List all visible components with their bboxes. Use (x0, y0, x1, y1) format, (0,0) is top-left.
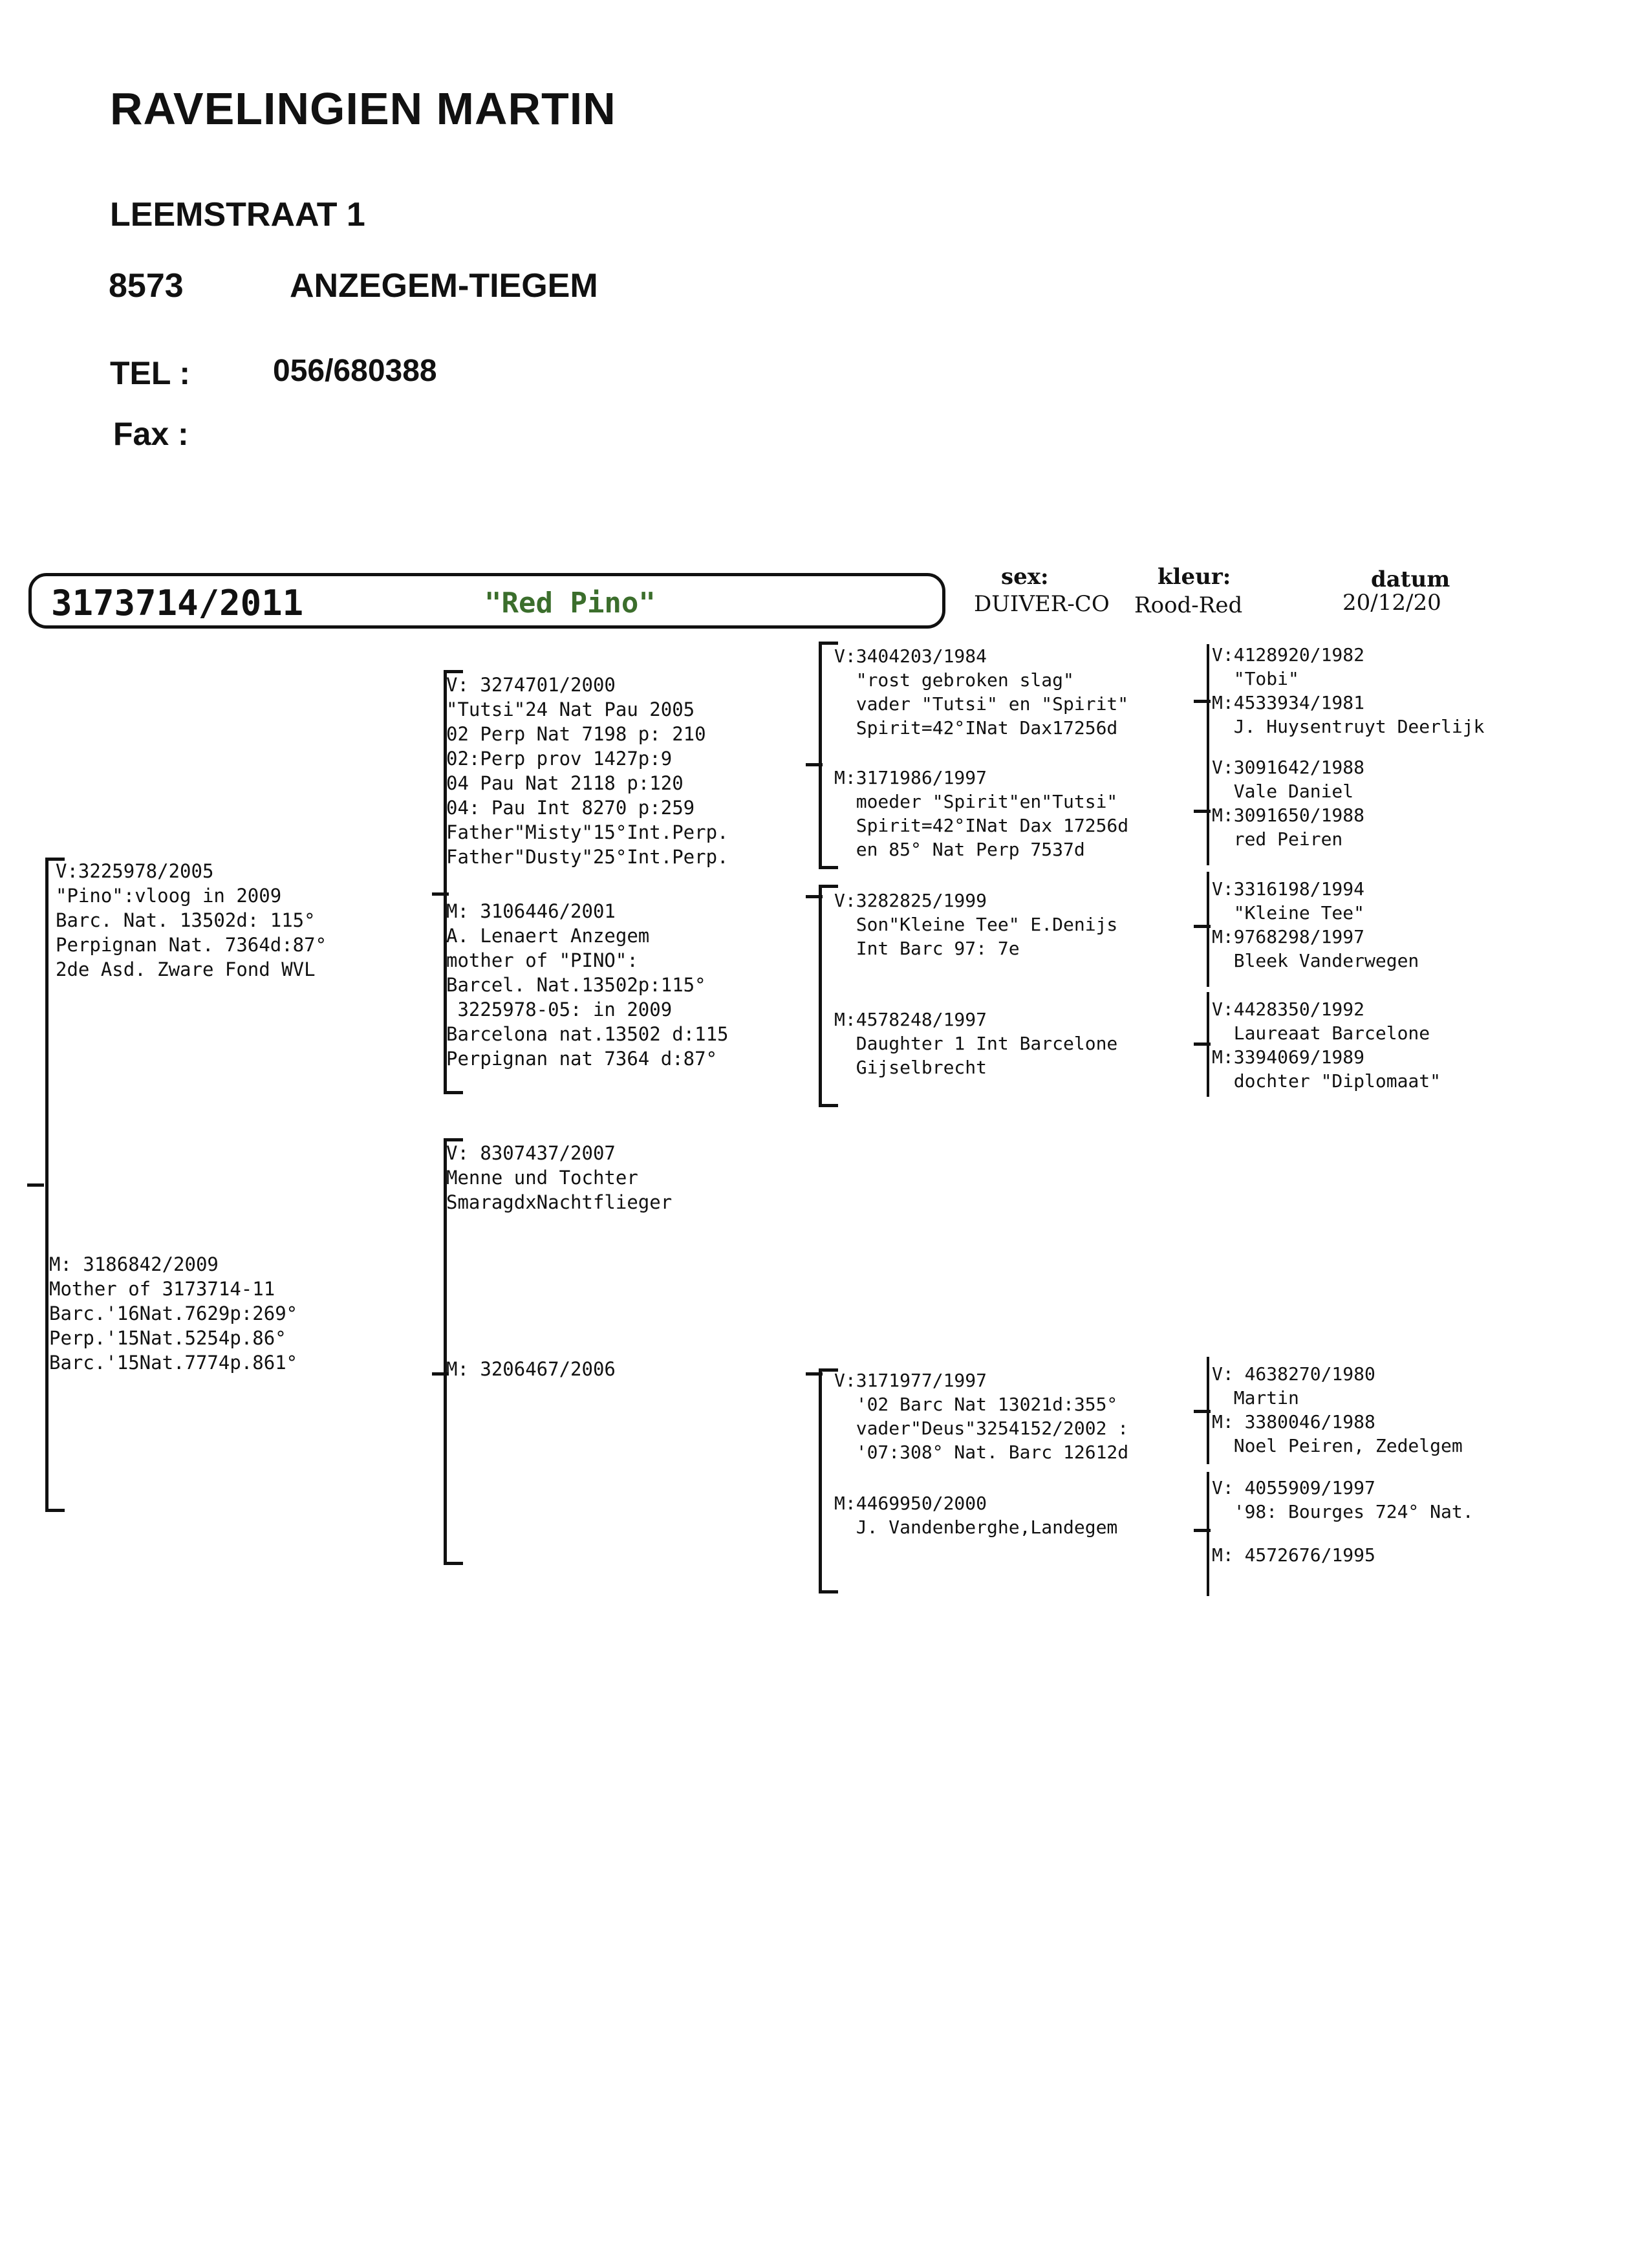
pedigree-line: M:4469950/2000 (834, 1493, 987, 1514)
pedigree-line: vader "Tutsi" en "Spirit" (834, 693, 1129, 715)
pedigree-line: 04 Pau Nat 2118 p:120 (446, 772, 684, 794)
pigeon-name: "Red Pino" (484, 587, 656, 620)
pedigree-line: V:3282825/1999 (834, 890, 987, 911)
bracket-tick-gen1 (27, 1183, 44, 1187)
pedigree-g3-1 (834, 644, 1128, 740)
pedigree-line: Barc.'15Nat.7774p.861° (49, 1352, 298, 1374)
pedigree-line: Perpignan Nat. 7364d:87° (56, 934, 327, 956)
pedigree-line: 2de Asd. Zware Fond WVL (56, 958, 316, 980)
bracket-tick-gen2-sire (432, 892, 449, 896)
pedigree-line: M:3394069/1989 (1212, 1046, 1365, 1068)
pedigree-line: moeder "Spirit"en"Tutsi" (834, 791, 1118, 812)
pedigree-line: M: 3106446/2001 (446, 900, 616, 922)
pedigree-line: "Pino":vloog in 2009 (56, 885, 282, 907)
pedigree-line: Son"Kleine Tee" E.Denijs (834, 914, 1118, 935)
sex-value: DUIVER-CO (974, 591, 1110, 617)
pedigree-line: M:3171986/1997 (834, 767, 987, 788)
pedigree-line: Father"Misty"15°Int.Perp. (446, 821, 729, 843)
pedigree-line: Barc.'16Nat.7629p:269° (49, 1302, 298, 1324)
pedigree-g4-2 (1212, 755, 1364, 851)
fax-label: Fax : (113, 416, 189, 452)
pedigree-line: V: 3274701/2000 (446, 674, 616, 696)
pedigree-line: Barcelona nat.13502 d:115 (446, 1023, 729, 1045)
pedigree-line: "Kleine Tee" (1212, 902, 1365, 923)
ring-number: 3173714/2011 (51, 583, 304, 623)
bracket-gen4-6 (1207, 1472, 1209, 1596)
pedigree-line: V:4428350/1992 (1212, 999, 1365, 1020)
pedigree-line: M:3091650/1988 (1212, 805, 1365, 826)
bracket-tick-gen4-3 (1194, 925, 1211, 928)
pedigree-line: mother of "PINO": (446, 949, 638, 971)
pedigree-line: Mother of 3173714-11 (49, 1278, 275, 1300)
pedigree-line: M: 3380046/1988 (1212, 1411, 1375, 1432)
pedigree-line: "Tobi" (1212, 668, 1299, 689)
date-value: 20/12/20 (1342, 590, 1441, 616)
bracket-gen4-3 (1207, 872, 1209, 987)
pedigree-line: Spirit=42°INat Dax17256d (834, 717, 1118, 739)
pedigree-line: Martin (1212, 1387, 1299, 1409)
color-label: kleur: (1158, 564, 1231, 590)
pedigree-g3-6 (834, 1491, 1117, 1539)
pedigree-sire (56, 859, 327, 982)
pedigree-line: Perpignan nat 7364 d:87° (446, 1048, 718, 1070)
owner-street: LEEMSTRAAT 1 (110, 196, 365, 233)
pedigree-g3-5 (834, 1368, 1128, 1464)
pedigree-g3-3 (834, 889, 1117, 960)
pedigree-line: M:4533934/1981 (1212, 692, 1365, 713)
sex-label: sex: (1001, 564, 1049, 590)
pedigree-line: SmaragdxNachtflieger (446, 1191, 673, 1213)
pedigree-line: V:4128920/1982 (1212, 644, 1365, 665)
pedigree-line: 02:Perp prov 1427p:9 (446, 748, 673, 770)
pedigree-line: Barc. Nat. 13502d: 115° (56, 909, 316, 931)
pedigree-line: 3225978-05: in 2009 (446, 999, 673, 1021)
bracket-tick-gen4-4 (1194, 1042, 1211, 1046)
pedigree-line: Int Barc 97: 7e (834, 938, 1020, 959)
pedigree-g4-3 (1212, 877, 1419, 973)
pedigree-line: en 85° Nat Perp 7537d (834, 839, 1085, 860)
pigeon-id-box (28, 573, 945, 629)
pedigree-line: Spirit=42°INat Dax 17256d (834, 815, 1129, 836)
pedigree-g4-5 (1212, 1362, 1463, 1458)
pedigree-line: V:3225978/2005 (56, 860, 214, 882)
bracket-tick-gen4-5 (1194, 1410, 1211, 1413)
bracket-tick-gen3-2 (806, 895, 823, 898)
pedigree-line: V:3171977/1997 (834, 1370, 987, 1391)
bracket-tick-gen4-2 (1194, 810, 1211, 813)
pedigree-line: Bleek Vanderwegen (1212, 950, 1419, 971)
bracket-tick-gen4-1 (1194, 700, 1211, 703)
pedigree-line: Perp.'15Nat.5254p.86° (49, 1327, 286, 1349)
pedigree-line: '07:308° Nat. Barc 12612d (834, 1442, 1129, 1463)
pedigree-line: V:3316198/1994 (1212, 878, 1365, 900)
tel-number: 056/680388 (273, 354, 437, 388)
pedigree-line: V: 8307437/2007 (446, 1142, 616, 1164)
pedigree-line: Vale Daniel (1212, 781, 1354, 802)
pedigree-line: Menne und Tochter (446, 1167, 638, 1189)
date-label: datum (1371, 567, 1450, 592)
pedigree-line: J. Vandenberghe,Landegem (834, 1517, 1118, 1538)
pedigree-line: M: 4572676/1995 (1212, 1544, 1375, 1566)
pedigree-dam (49, 1252, 297, 1375)
pedigree-line: dochter "Diplomaat" (1212, 1070, 1441, 1092)
pedigree-line: M:4578248/1997 (834, 1009, 987, 1030)
pedigree-g3-2 (834, 766, 1128, 861)
pedigree-line: red Peiren (1212, 828, 1343, 850)
pedigree-line: V: 4055909/1997 (1212, 1477, 1375, 1498)
pedigree-line: '98: Bourges 724° Nat. (1212, 1501, 1474, 1522)
owner-name: RAVELINGIEN MARTIN (110, 83, 616, 134)
pedigree-g4-4 (1212, 997, 1441, 1093)
pedigree-line: '02 Barc Nat 13021d:355° (834, 1394, 1118, 1415)
pedigree-line: M: 3186842/2009 (49, 1253, 219, 1275)
tel-label: TEL : (110, 355, 191, 391)
pedigree-line: 02 Perp Nat 7198 p: 210 (446, 723, 706, 745)
pedigree-line: "rost gebroken slag" (834, 669, 1074, 691)
pedigree-line: J. Huysentruyt Deerlijk (1212, 716, 1485, 737)
pedigree-g4-7 (1212, 1543, 1375, 1567)
pedigree-line: vader"Deus"3254152/2002 : (834, 1418, 1129, 1439)
pedigree-dam-sire (446, 1141, 672, 1215)
pedigree-line: Gijselbrecht (834, 1057, 987, 1078)
owner-city: ANZEGEM-TIEGEM (290, 267, 598, 305)
pedigree-line: Noel Peiren, Zedelgem (1212, 1435, 1463, 1456)
pedigree-g4-1 (1212, 643, 1484, 739)
bracket-tick-gen3-3 (806, 1372, 823, 1376)
bracket-tick-gen3-1 (806, 763, 823, 766)
pedigree-sire-sire (446, 673, 729, 869)
pedigree-line: M: 3206467/2006 (446, 1358, 616, 1380)
pedigree-line: Daughter 1 Int Barcelone (834, 1033, 1118, 1054)
pedigree-line: 04: Pau Int 8270 p:259 (446, 797, 695, 819)
owner-postcode: 8573 (109, 267, 184, 305)
pedigree-line: V:3404203/1984 (834, 645, 987, 667)
pedigree-line: Laureaat Barcelone (1212, 1022, 1430, 1044)
pedigree-g4-6 (1212, 1476, 1474, 1524)
pedigree-sire-dam (446, 899, 729, 1071)
pedigree-line: Barcel. Nat.13502p:115° (446, 974, 706, 996)
pedigree-line: Father"Dusty"25°Int.Perp. (446, 846, 729, 868)
pedigree-line: A. Lenaert Anzegem (446, 925, 650, 947)
color-value: Rood-Red (1134, 592, 1243, 618)
bracket-gen4-2 (1207, 751, 1209, 865)
pedigree-line: V:3091642/1988 (1212, 757, 1365, 778)
bracket-tick-gen4-6 (1194, 1529, 1211, 1532)
pedigree-line: "Tutsi"24 Nat Pau 2005 (446, 698, 695, 720)
pedigree-dam-dam (446, 1357, 616, 1381)
pedigree-line: V: 4638270/1980 (1212, 1363, 1375, 1385)
pedigree-g3-4 (834, 1008, 1117, 1079)
pedigree-line: M:9768298/1997 (1212, 926, 1365, 947)
